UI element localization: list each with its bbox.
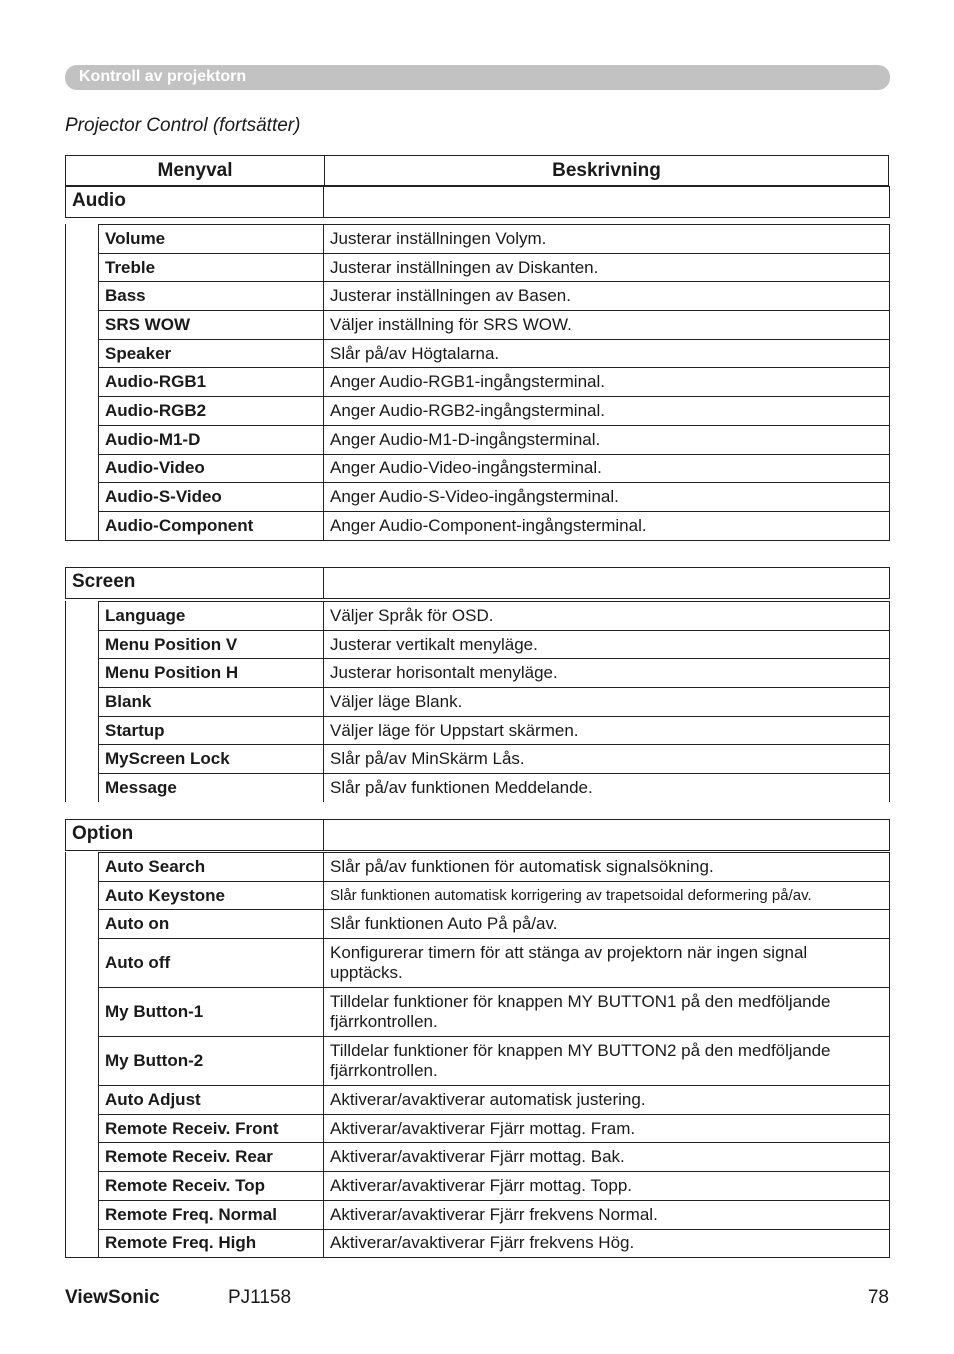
table-header: [65, 155, 889, 186]
menu-item-name: Blank: [99, 688, 324, 716]
menu-item-name: My Button-1: [99, 988, 324, 1036]
menu-item-name: Treble: [99, 254, 324, 282]
menu-item-description: Justerar inställningen Volym.: [330, 228, 547, 248]
menu-item-name: Auto off: [99, 939, 324, 987]
menu-item-description: Slår funktionen automatisk korrigering av trapetsoidal deformering på/av.: [330, 886, 812, 904]
table-row: [99, 1085, 889, 1114]
menu-item-name: Audio-RGB1: [99, 368, 324, 396]
menu-item-description: Anger Audio-RGB2-ingångsterminal.: [330, 400, 605, 420]
menu-item-description: Anger Audio-M1-D-ingångsterminal.: [330, 429, 601, 449]
table-row: [99, 716, 889, 745]
menu-item-description: Anger Audio-RGB1-ingångsterminal.: [330, 372, 605, 392]
table-row: [99, 511, 889, 540]
table-row: [99, 1200, 889, 1229]
column-header-menu: Menyval: [66, 156, 325, 185]
section-label-audio: Audio: [66, 187, 324, 217]
table-row: [99, 630, 889, 659]
table-row: [99, 744, 889, 773]
section-header-option: [65, 819, 890, 851]
menu-item-description: Slår på/av funktionen Meddelande.: [330, 777, 593, 797]
table-row: [99, 1171, 889, 1200]
menu-item-name: Language: [99, 602, 324, 630]
menu-item-name: Volume: [99, 225, 324, 253]
menu-item-name: Remote Freq. High: [99, 1230, 324, 1258]
menu-item-description: Justerar horisontalt menyläge.: [330, 663, 558, 683]
menu-item-description: Aktiverar/avaktiverar Fjärr mottag. Topp.: [330, 1175, 633, 1195]
table-row: [99, 987, 889, 1036]
column-header-description: Beskrivning: [552, 159, 661, 181]
menu-item-description: Justerar inställningen av Diskanten.: [330, 257, 599, 277]
section-header-label: Kontroll av projektorn: [79, 68, 247, 85]
menu-item-description: Väljer Språk för OSD.: [330, 605, 494, 625]
menu-item-description: Aktiverar/avaktiverar automatisk justering.: [330, 1089, 646, 1109]
menu-item-name: Message: [99, 774, 324, 802]
menu-item-name: Auto Keystone: [99, 882, 324, 910]
menu-item-name: Speaker: [99, 340, 324, 368]
table-row: [99, 396, 889, 425]
menu-item-description: Anger Audio-Component-ingångsterminal.: [330, 515, 647, 535]
section-label-option: Option: [66, 820, 324, 850]
audio-group: [65, 224, 890, 541]
menu-item-name: Startup: [99, 717, 324, 745]
table-row: [99, 425, 889, 454]
table-row: [99, 687, 889, 716]
menu-item-name: Audio-RGB2: [99, 397, 324, 425]
menu-item-name: SRS WOW: [99, 311, 324, 339]
menu-item-name: Bass: [99, 282, 324, 310]
option-group: [65, 852, 890, 1258]
table-row: [99, 339, 889, 368]
screen-rows: [98, 601, 889, 802]
menu-item-description: Väljer läge Blank.: [330, 691, 463, 711]
menu-item-description: Slår på/av funktionen för automatisk signalsökning.: [330, 856, 714, 876]
option-rows: [98, 852, 889, 1257]
section-header-screen: [65, 567, 890, 599]
menu-item-description: Aktiverar/avaktiverar Fjärr mottag. Bak.: [330, 1147, 625, 1167]
section-header-audio: [65, 186, 890, 218]
menu-item-name: Auto on: [99, 910, 324, 938]
table-row: [99, 281, 889, 310]
table-row: [99, 852, 889, 881]
menu-item-name: Menu Position H: [99, 659, 324, 687]
table-row: [99, 454, 889, 483]
menu-item-name: Audio-Component: [99, 512, 324, 540]
menu-item-name: Remote Receiv. Front: [99, 1115, 324, 1143]
table-row: [99, 1114, 889, 1143]
footer-model: PJ1158: [228, 1287, 292, 1308]
section-header-bar: [65, 65, 890, 90]
table-row: [99, 1142, 889, 1171]
page-number: 78: [867, 1287, 889, 1308]
table-row: [99, 310, 889, 339]
menu-item-description: Slår funktionen Auto På på/av.: [330, 914, 558, 934]
menu-item-name: Auto Search: [99, 853, 324, 881]
section-label-screen: Screen: [66, 568, 324, 598]
screen-group: [65, 601, 890, 802]
menu-item-name: Remote Freq. Normal: [99, 1201, 324, 1229]
menu-item-name: Remote Receiv. Top: [99, 1172, 324, 1200]
menu-item-description: Slår på/av MinSkärm Lås.: [330, 749, 525, 769]
menu-item-description: Aktiverar/avaktiverar Fjärr frekvens Normal.: [330, 1204, 658, 1224]
table-row: [99, 224, 889, 253]
table-row: [99, 482, 889, 511]
menu-item-description: Slår på/av Högtalarna.: [330, 343, 500, 363]
table-row: [99, 909, 889, 938]
menu-item-name: Auto Adjust: [99, 1086, 324, 1114]
menu-item-description: Justerar vertikalt menyläge.: [330, 634, 538, 654]
menu-item-name: Remote Receiv. Rear: [99, 1143, 324, 1171]
menu-item-description: Tilldelar funktioner för knappen MY BUTTON2 på den medföljande fjärrkontrollen.: [330, 1041, 831, 1081]
table-row: [99, 253, 889, 282]
menu-item-name: Audio-Video: [99, 455, 324, 483]
table-row: [99, 1229, 889, 1258]
table-row: [99, 601, 889, 630]
menu-item-description: Aktiverar/avaktiverar Fjärr mottag. Fram.: [330, 1118, 636, 1138]
table-row: [99, 938, 889, 987]
menu-item-description: Anger Audio-S-Video-ingångsterminal.: [330, 487, 619, 507]
menu-item-name: Audio-S-Video: [99, 483, 324, 511]
menu-item-description: Väljer läge för Uppstart skärmen.: [330, 720, 579, 740]
menu-item-name: MyScreen Lock: [99, 745, 324, 773]
table-row: [99, 658, 889, 687]
menu-item-name: My Button-2: [99, 1037, 324, 1085]
table-row: [99, 881, 889, 910]
menu-item-name: Audio-M1-D: [99, 426, 324, 454]
menu-item-description: Justerar inställningen av Basen.: [330, 286, 571, 306]
table-row: [99, 1036, 889, 1085]
audio-rows: [98, 224, 889, 540]
menu-item-description: Tilldelar funktioner för knappen MY BUTTON1 på den medföljande fjärrkontrollen.: [330, 992, 831, 1032]
table-row: [99, 367, 889, 396]
menu-item-description: Väljer inställning för SRS WOW.: [330, 314, 572, 334]
menu-item-description: Konfigurerar timern för att stänga av projektorn när ingen signal upptäcks.: [330, 943, 808, 983]
footer-brand: ViewSonic: [65, 1287, 160, 1308]
menu-item-name: Menu Position V: [99, 631, 324, 659]
menu-item-description: Aktiverar/avaktiverar Fjärr frekvens Hög.: [330, 1233, 635, 1253]
table-row: [99, 773, 889, 802]
menu-item-description: Anger Audio-Video-ingångsterminal.: [330, 458, 602, 478]
page-title: Projector Control (fortsätter): [65, 115, 301, 136]
